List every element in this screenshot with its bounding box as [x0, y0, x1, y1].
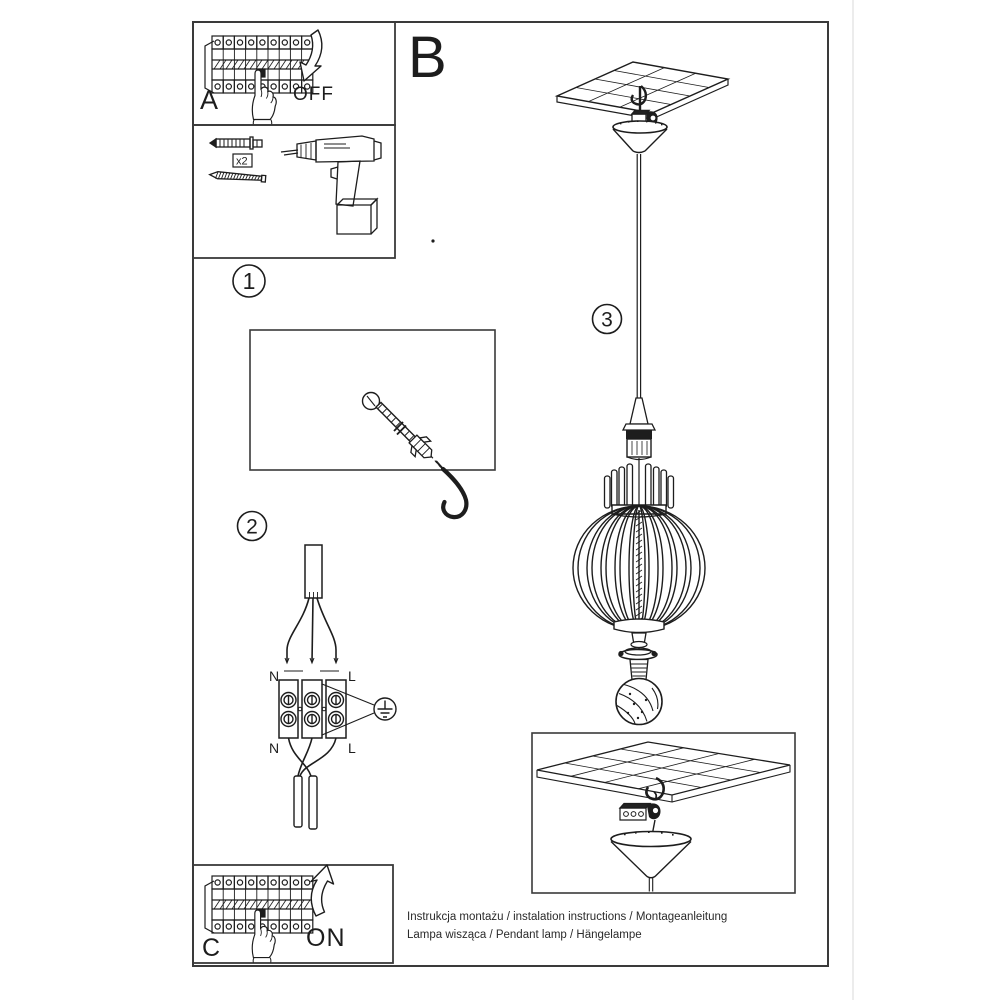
step-1-number: 1 — [242, 268, 256, 294]
panel-tools-frame — [193, 125, 395, 258]
quantity-label: x2 — [236, 155, 248, 168]
light-bulb-icon — [616, 648, 662, 725]
step-3-number: 3 — [601, 308, 613, 332]
screw-icon — [209, 171, 265, 182]
wire-label-neutral-top: N — [269, 668, 280, 684]
wiring-diagram — [269, 545, 396, 829]
wire-label-live-top: L — [348, 668, 356, 684]
step-1-badge — [233, 265, 265, 297]
section-b-label: B — [408, 25, 447, 90]
cage-shade-icon — [573, 458, 705, 648]
wire-label-neutral-bottom: N — [269, 740, 280, 756]
canopy-cone-icon — [611, 832, 691, 892]
panel-c-action-label: ON — [306, 924, 346, 952]
supply-wires — [285, 598, 338, 663]
ground-pointer-lines — [322, 684, 374, 735]
print-speck — [431, 239, 434, 242]
panel-breaker-off — [193, 22, 395, 125]
arrow-up-icon — [311, 865, 334, 916]
lamp-wires — [289, 738, 337, 829]
step-2-number: 2 — [246, 515, 258, 539]
lamp-socket-icon — [623, 398, 655, 460]
footer-instructions-title: Instrukcja montażu / instalation instructions / Montageanleitung — [407, 911, 728, 923]
panel-hanging-detail — [532, 733, 795, 893]
footer-product-name: Lampa wisząca / Pendant lamp / Hängelampe — [407, 929, 642, 941]
cable-sheath — [305, 545, 322, 598]
panel-hook-frame — [250, 330, 495, 470]
arrow-down-icon — [300, 30, 322, 81]
outer-border — [193, 22, 828, 966]
drill-icon — [281, 136, 381, 234]
suspension-cable — [637, 154, 640, 404]
ceiling-hook-screw-icon — [363, 393, 467, 518]
step-2-badge — [238, 512, 267, 541]
panel-breaker-on — [193, 865, 393, 963]
panel-a-label: A — [200, 85, 219, 115]
panel-a-action-label: OFF — [293, 84, 334, 105]
canopy-cone-icon — [613, 121, 667, 153]
lamp-assembly — [557, 62, 728, 725]
step-3-badge — [593, 305, 622, 334]
pressing-hand-icon — [252, 70, 276, 125]
quantity-box — [233, 154, 252, 168]
wall-plug-icon — [210, 137, 262, 149]
wire-label-live-bottom: L — [348, 740, 356, 756]
panel-hook-install — [250, 330, 495, 517]
pressing-hand-icon — [252, 910, 275, 963]
panel-tools — [193, 125, 395, 258]
ground-symbol-icon — [374, 698, 396, 720]
panel-c-label: C — [202, 934, 221, 962]
